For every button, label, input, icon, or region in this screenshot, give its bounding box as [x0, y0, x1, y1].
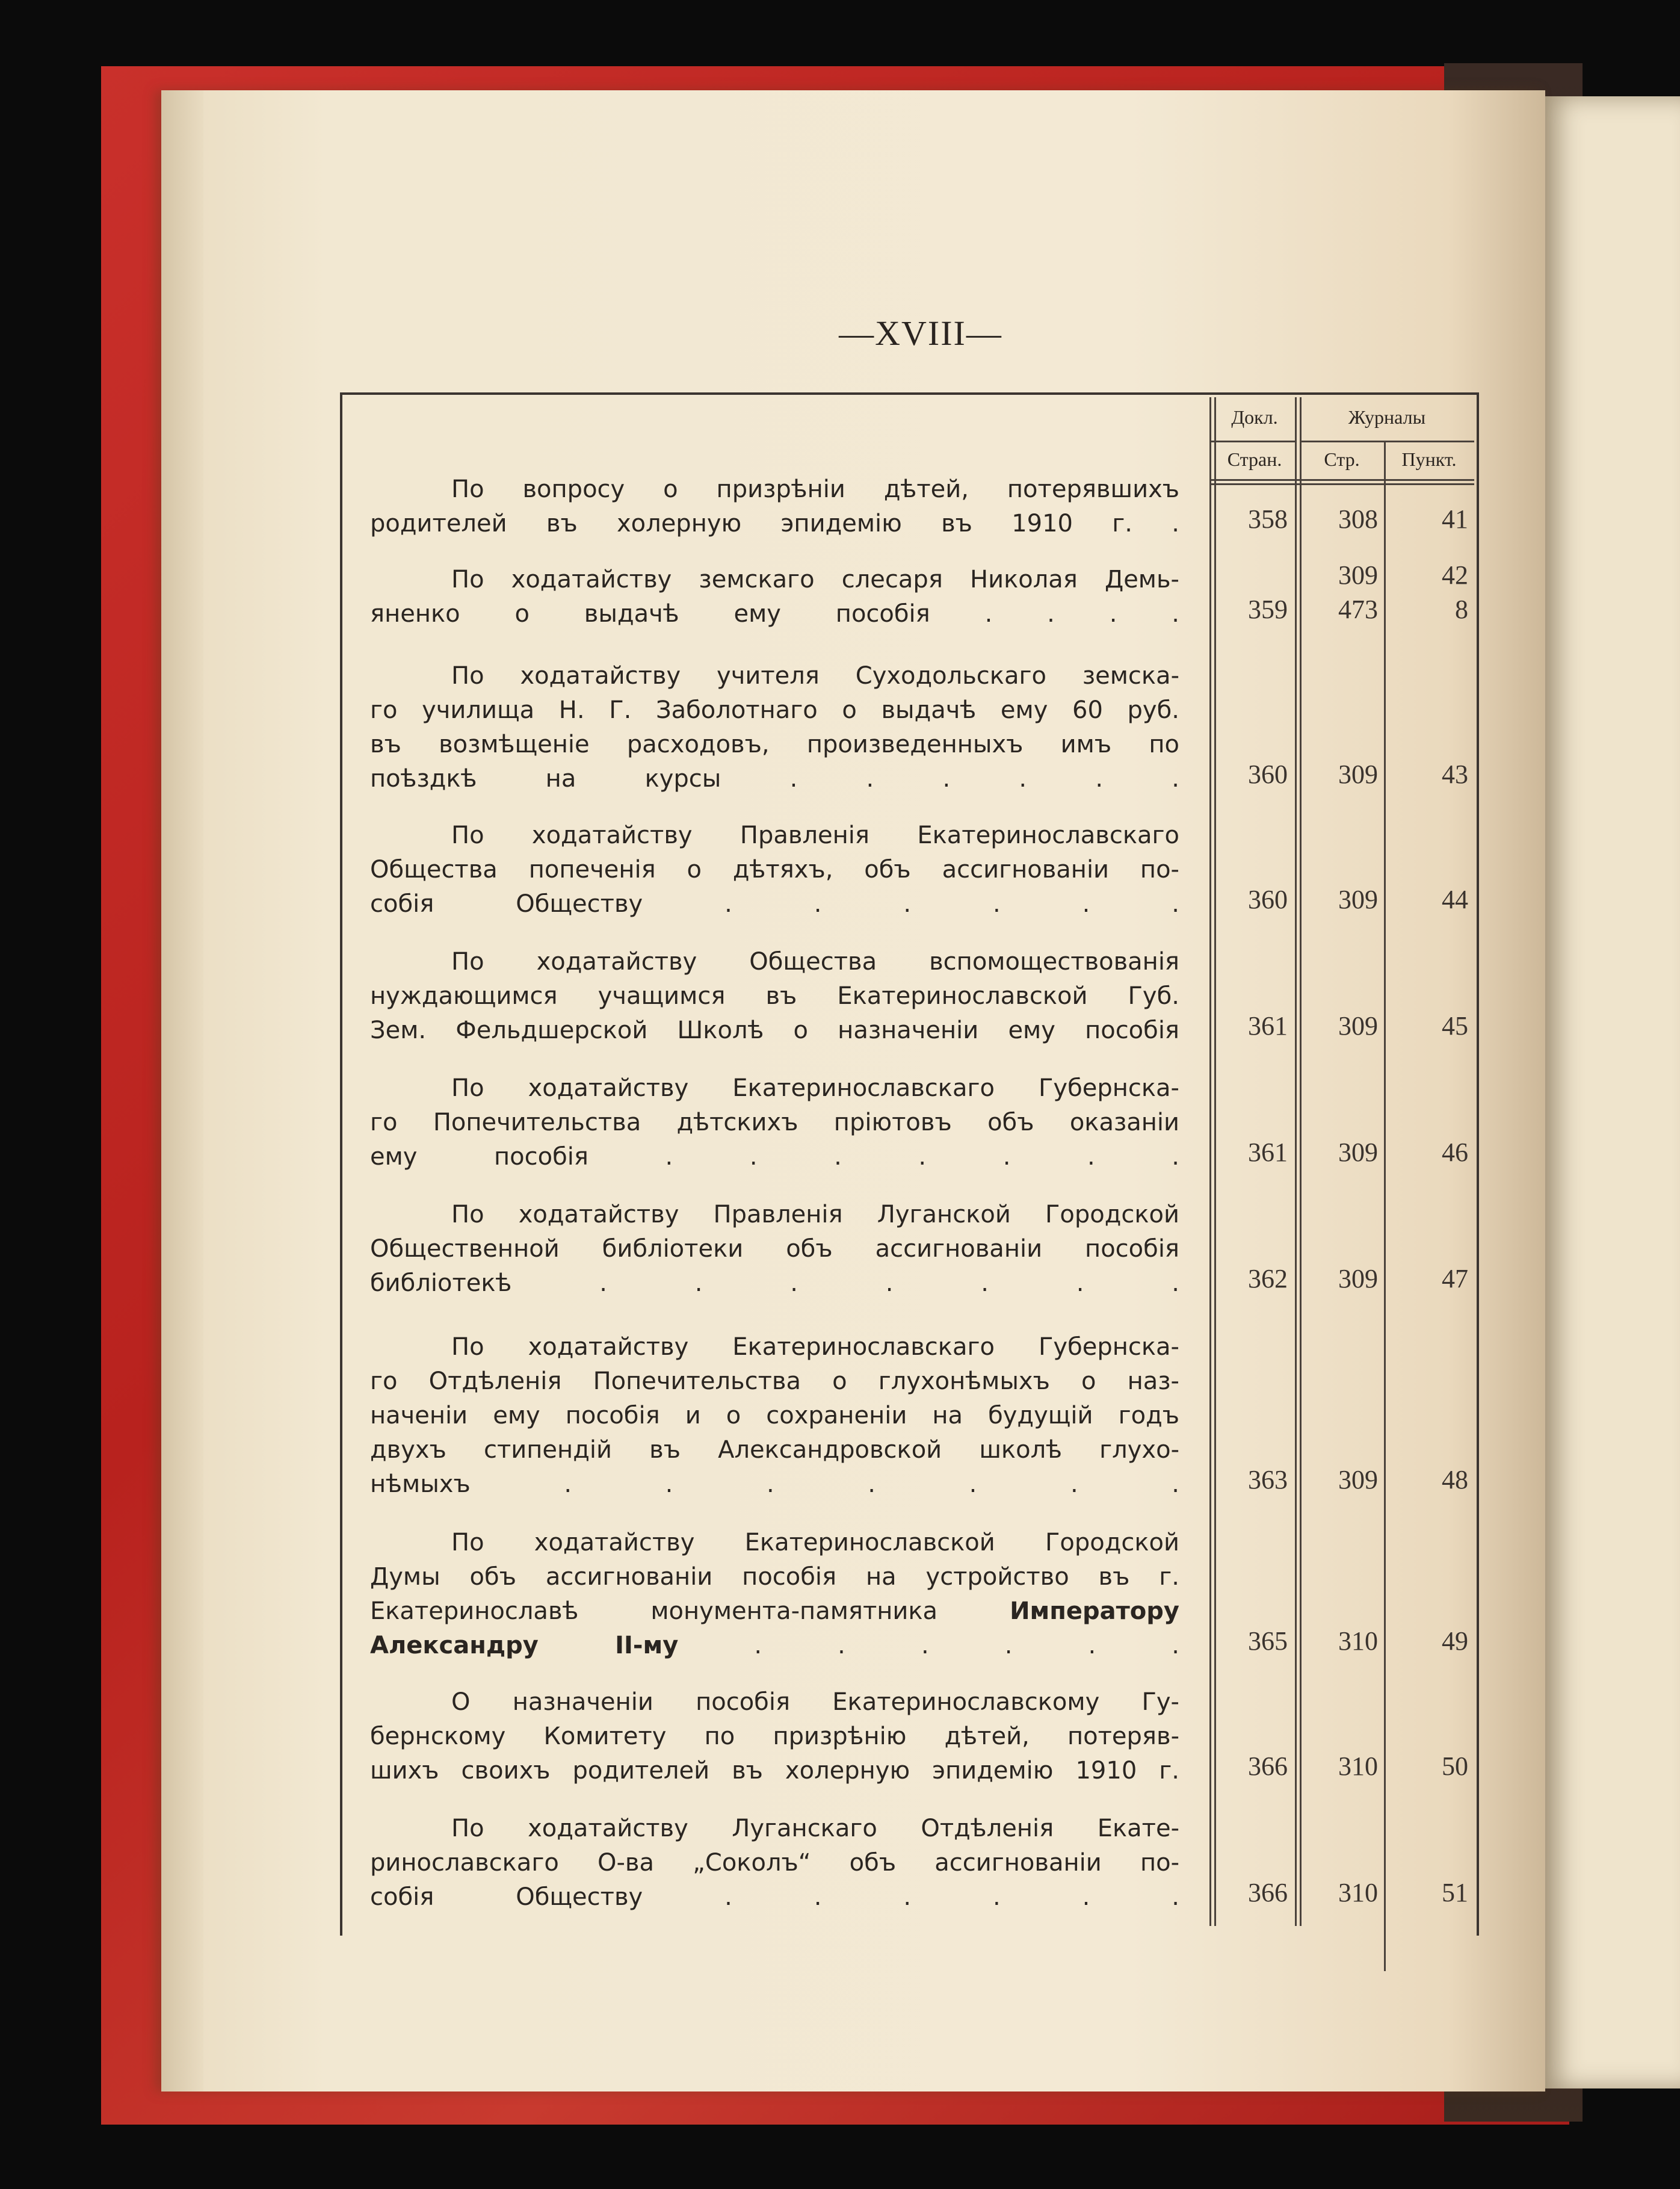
- report-page: 363: [1248, 1465, 1288, 1494]
- header-rule: [1209, 483, 1474, 485]
- journal-item: 44: [1442, 885, 1468, 914]
- entry-line: По ходатайству Правленія Екатеринославскаго: [451, 822, 1179, 849]
- journal-page: 309: [1338, 1138, 1378, 1167]
- entry-line: Общественной библіотеки объ ассигнованіи пособія: [370, 1235, 1179, 1263]
- journal-page: 309: [1338, 1264, 1378, 1293]
- journal-item: 42: [1442, 560, 1468, 590]
- entry-line: Александру II-му . . . . . .: [370, 1632, 1180, 1659]
- entry-text: [370, 945, 1179, 1048]
- entry-text: [370, 659, 1179, 796]
- journal-page: 310: [1338, 1751, 1378, 1781]
- entry-line: Общества попеченія о дѣтяхъ, объ ассигнованіи по-: [370, 856, 1179, 884]
- journal-page: 309: [1338, 1465, 1378, 1494]
- report-page: 361: [1248, 1138, 1288, 1167]
- column-divider: [1209, 397, 1211, 1926]
- entry-line: По ходатайству земскаго слесаря Николая Демь-: [451, 566, 1179, 593]
- page-edge: [161, 90, 203, 2091]
- journal-item: 8: [1455, 595, 1468, 624]
- entry-text: [370, 1198, 1179, 1301]
- journal-page: 310: [1338, 1626, 1378, 1656]
- entry-line: Думы объ ассигнованіи пособія на устройство въ г.: [370, 1563, 1179, 1591]
- entry-text: [370, 1685, 1179, 1788]
- header-dokl-sub: Стран.: [1227, 448, 1282, 470]
- entry-line: ринославскаго О-ва „Соколъ“ объ ассигнованіи по-: [370, 1849, 1179, 1877]
- journal-item: 51: [1442, 1878, 1468, 1907]
- report-page: 358: [1248, 504, 1288, 534]
- entry-text: [370, 563, 1179, 631]
- entry-text: [370, 472, 1179, 541]
- entry-line: По ходатайству Екатеринославской Городской: [451, 1529, 1179, 1556]
- entry-line: наченіи ему пособія и о сохраненіи на будущій годъ: [370, 1402, 1179, 1429]
- entry-line: ему пособія . . . . . . .: [370, 1143, 1179, 1171]
- journal-page: 309: [1338, 1011, 1378, 1041]
- report-page: 366: [1248, 1751, 1288, 1781]
- entry-line: библіотекѣ . . . . . . .: [370, 1269, 1179, 1297]
- column-divider: [1295, 397, 1297, 1926]
- journal-page: 309: [1338, 760, 1378, 789]
- page-number: —XVIII—: [839, 314, 1002, 353]
- journal-item: 49: [1442, 1626, 1468, 1656]
- entry-line: По ходатайству Екатеринославскаго Губернска-: [451, 1074, 1179, 1102]
- report-page: 360: [1248, 885, 1288, 914]
- entry-text: [370, 819, 1179, 921]
- journal-page: 310: [1338, 1878, 1378, 1907]
- report-page: 361: [1248, 1011, 1288, 1041]
- journal-page: 309: [1338, 560, 1378, 590]
- entry-line: бернскому Комитету по призрѣнію дѣтей, потеряв-: [370, 1723, 1179, 1750]
- entry-line: По ходатайству учителя Суходольскаго земска-: [451, 662, 1179, 690]
- entry-line: Екатеринославѣ монумента-памятника Императору: [370, 1597, 1179, 1625]
- entry-line: По ходатайству Общества вспомоществованія: [451, 948, 1179, 976]
- journal-item: 43: [1442, 760, 1468, 789]
- report-page: 365: [1248, 1626, 1288, 1656]
- column-divider: [1300, 397, 1302, 1926]
- entry-line: собія Обществу . . . . . .: [370, 890, 1179, 918]
- entry-line: го училища Н. Г. Заболотнаго о выдачѣ ему 60 руб.: [370, 696, 1179, 724]
- header-punkt: Пункт.: [1401, 448, 1457, 470]
- header-rule: [1300, 441, 1474, 442]
- header-journals: Журналы: [1348, 406, 1426, 428]
- entry-line: По ходатайству Луганскаго Отдѣленія Екате-: [451, 1815, 1179, 1842]
- facing-page: [1540, 96, 1680, 2088]
- entry-line: родителей въ холерную эпидемію въ 1910 г. .: [370, 510, 1179, 537]
- report-page: 366: [1248, 1878, 1288, 1907]
- entry-text: [370, 1330, 1179, 1502]
- entry-text: [370, 1526, 1179, 1663]
- entry-text: [370, 1071, 1179, 1174]
- entry-line: го Отдѣленія Попечительства о глухонѣмыхъ о наз-: [370, 1367, 1179, 1395]
- column-divider: [1214, 397, 1216, 1926]
- entry-line: По вопросу о призрѣніи дѣтей, потерявшихъ: [451, 475, 1179, 503]
- journal-item: 46: [1442, 1138, 1468, 1167]
- column-divider: [1384, 442, 1386, 1971]
- journal-item: 50: [1442, 1751, 1468, 1781]
- entry-line: шихъ своихъ родителей въ холерную эпидемію 1910 г.: [370, 1757, 1179, 1785]
- entry-line: поѣздкѣ на курсы . . . . . .: [370, 765, 1179, 793]
- entry-text: [370, 1812, 1179, 1915]
- journal-item: 47: [1442, 1264, 1468, 1293]
- entry-line: Зем. Фельдшерской Школѣ о назначеніи ему пособія: [370, 1017, 1179, 1044]
- entry-line: По ходатайству Екатеринославскаго Губернска-: [451, 1333, 1179, 1361]
- header-rule: [1209, 479, 1474, 481]
- entry-line: въ возмѣщеніе расходовъ, произведенныхъ имъ по: [370, 731, 1179, 758]
- journal-page: 473: [1338, 595, 1378, 624]
- entry-line: нуждающимся учащимся въ Екатеринославской Губ.: [370, 982, 1179, 1010]
- entry-line: О назначеніи пособія Екатеринославскому Гу-: [451, 1688, 1179, 1716]
- entry-line: собія Обществу . . . . . .: [370, 1883, 1179, 1911]
- journal-item: 41: [1442, 504, 1468, 534]
- entry-line: го Попечительства дѣтскихъ пріютовъ объ оказаніи: [370, 1109, 1179, 1136]
- entry-line: нѣмыхъ . . . . . . .: [370, 1470, 1179, 1498]
- entry-line: По ходатайству Правленія Луганской Городской: [451, 1201, 1179, 1228]
- entry-line: двухъ стипендій въ Александровской школѣ глухо-: [370, 1436, 1179, 1464]
- journal-item: 48: [1442, 1465, 1468, 1494]
- journal-page: 308: [1338, 504, 1378, 534]
- header-rule: [1209, 441, 1295, 442]
- report-page: 362: [1248, 1264, 1288, 1293]
- entry-line: яненко о выдачѣ ему пособія . . . .: [370, 600, 1179, 628]
- header-dokl: Докл.: [1231, 406, 1278, 428]
- report-page: 359: [1248, 595, 1288, 624]
- journal-item: 45: [1442, 1011, 1468, 1041]
- report-page: 360: [1248, 760, 1288, 789]
- header-str: Стр.: [1324, 448, 1360, 470]
- journal-page: 309: [1338, 885, 1378, 914]
